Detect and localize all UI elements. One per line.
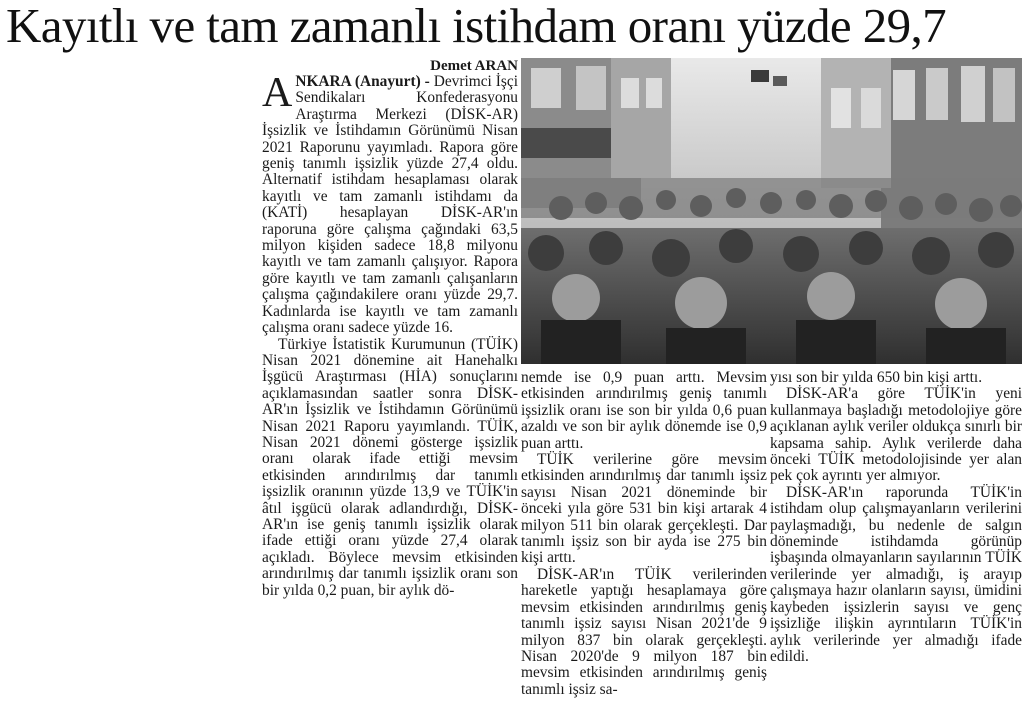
paragraph: DİSK-AR'ın TÜİK verilerinden hareketle yaptığı hesaplamaya göre mevsim etkisinden arındırılmış geniş tanımlı işsiz sayısı Nisan 2021'de 9 milyon 837 bin olarak gerçekleşti. Nisan 2020'de 9 milyon 187 bin mevsim etkisinden arındırılmış geniş tanımlı işsiz sa- — [521, 565, 767, 698]
lead-paragraph — [262, 70, 518, 337]
paragraph: DİSK-AR'ın raporunda TÜİK'in istihdam olup çalışmayanların verilerini paylaşmadığı, bu nedenle de salgın döneminde istihdamda görünüp işbaşında olmayanların sayılarının TÜİK verilerinde yer almadığı, iş arayıp çalışmaya hazır olanların sayısı, ümidini kaybeden işsizlerin sayısı ve genç işsizliğe ilişkin ayrıntıların TÜİK'in aylık verilerinde yer almadığı ifade edildi. — [770, 483, 1022, 665]
paragraph: DİSK-AR'a göre TÜİK'in yeni kullanmaya başladığı metodolojiye göre açıklanan aylık veriler oldukça sınırlı bir kapsama sahip. Aylık verilerde daha önceki TÜİK metodolojisinde yer alan pek çok ayrıntı yer almıyor. — [770, 385, 1022, 485]
article-column-2 — [521, 370, 767, 698]
article-column-1 — [262, 58, 518, 599]
article-column-3 — [770, 370, 1022, 665]
crowd-photo — [521, 58, 1022, 364]
lead-text: Devrimci İşçi Sendikaları Konfederasyonu Araştırma Merkezi (DİSK-AR) İşsizlik ve İstihdamın Görünümü Nisan 2021 Raporunu yayımladı. Rapora göre geniş tanımlı işsizlik yüzde 27,4 oldu. Alternatif istihdam hesaplaması olarak kayıtlı ve tam zamanlı istihdamı da (KATİ) hesaplayan DİSK-AR'ın raporuna göre çalışma çağındaki 63,5 milyon kişiden sadece 18,8 milyonu kayıtlı ve tam zamanlı çalışıyor. Rapora göre kayıtlı ve tam zamanlı çalışanların çalışma çağındakilere oranı yüzde 29,7. Kadınlarda ise kayıtlı ve tam zamanlı çalışma oranı sadece yüzde 16. — [262, 73, 518, 337]
paragraph: nemde ise 0,9 puan arttı. Mevsim etkisinden arındırılmış geniş tanımlı işsizlik oranı ise son bir yılda 0,6 puan azaldı ve son bir aylık dönemde ise 0,9 puan arttı. — [521, 369, 767, 452]
paragraph: TÜİK verilerine göre mevsim etkisinden arındırılmış dar tanımlı işsiz sayısı Nisan 2021 döneminde bir önceki yıla göre 531 bin kişi artarak 4 milyon 511 bin olarak gerçekleşti. Dar tanımlı işsiz son bir ayda ise 275 bin kişi arttı. — [521, 451, 767, 567]
crowd-street-image — [521, 58, 1022, 364]
paragraph: Türkiye İstatistik Kurumunun (TÜİK) Nisan 2021 dönemine ait Hanehalkı İşgücü Araştırması (HİA) sonuçlarını açıklamasından saatler sonra DİSK-AR'ın İşsizlik ve İstihdamın Görünümü Nisan 2021 Raporu yayımlandı. TÜİK, Nisan 2021 dönemi gösterge işsizlik oranı olarak ifade ettiği mevsim etkisinden arındırılmış dar tanımlı işsizlik oranının yüzde 13,9 ve TÜİK'in âtıl işgücü olarak adlandırdığı, DİSK-AR'ın ise geniş tanımlı işsizlik olarak ifade ettiği oranı yüzde 27,4 olarak açıkladı. Böylece mevsim etkisinden arındırılmış dar tanımlı işsizlik oranı son bir yılda 0,2 puan, bir aylık dö- — [262, 335, 518, 599]
byline: Demet ARAN — [430, 58, 518, 74]
article-headline: Kayıtlı ve tam zamanlı istihdam oranı yüzde 29,7 — [6, 0, 947, 53]
dateline: NKARA (Anayurt) - — [295, 73, 430, 90]
drop-cap: A — [262, 70, 293, 116]
paragraph: yısı son bir yılda 650 bin kişi arttı. — [770, 369, 983, 386]
